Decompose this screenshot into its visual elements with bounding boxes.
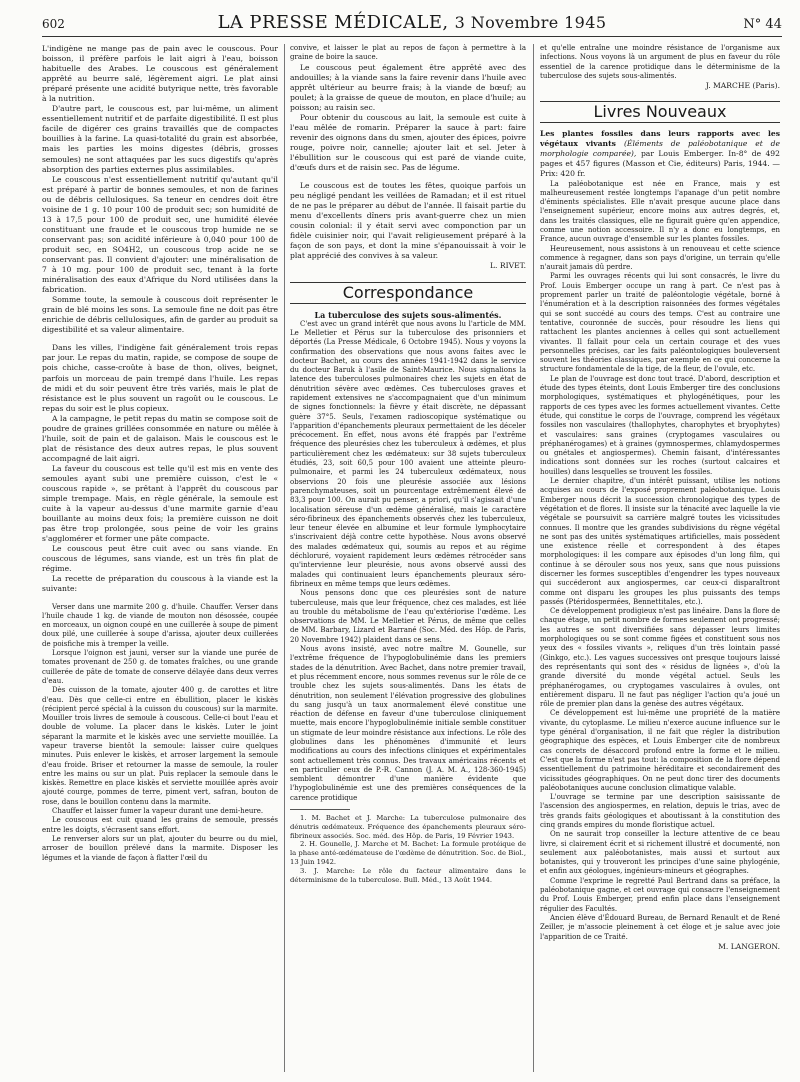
paragraph: Le couscous n'est essentiellement nutritif qu'autant qu'il est préparé à partir de bonnes semoules, et non de farines ou de débris cellulosiques. Sa teneur en cendres doit être voisine de 1 g. 10 pour 100 de produit sec; son humidité de 13 à 17,5 pour 100 de produit sec, une humidité élevée constituant une fraude et le couscous trop humide ne se conservant pas; son acidité inférieure à 0,040 pour 100 de produit sec, en SO4H2, un couscous trop acide ne se conservant pas. Il convient d'ajouter: une minéralisation de 7 à 10 mg. pour 100 de produit sec, tenant à la forte minéralisation des eaux d'Afrique du Nord utilisées dans la fabrication. (42, 174, 278, 295)
book-title: Les plantes fossiles dans leurs rapports avec les végétaux vivants (540, 129, 780, 149)
author-signature: J. MARCHE (Paris). (705, 81, 780, 91)
recipe-paragraph: Verser dans une marmite 200 g. d'huile. Chauffer. Verser dans l'huile chaude 1 kg. de viande de mouton non désossée, coupée en morceaux, un oignon coupé en une cuillerée à soupe de piment doux pilé, une cuillerée à soupe d'arissa, ajouter deux cuillerées de poisfiche mis à tremper la veille. (42, 602, 278, 648)
paragraph: La paléobotanique est née en France, mais y est malheureusement restée longtemps l'apanage d'un petit nombre d'éminents spécialistes. Elle n'avait presque aucune place dans l'enseignement supérieur, encore moins aux autres degrés, et, dans les traités classiques, elle ne figurait guère qu'en appendice, comme une notion accessoire. Il n'y a donc eu longtemps, en France, aucun ouvrage d'ensemble sur les plantes fossiles. (540, 179, 780, 244)
book-subtitle: (Éléments de paléobotanique et de morphologie comparée), (540, 139, 780, 159)
paragraph: Nous pensons donc que ces pleurésies sont de nature tuberculeuse, mais que leur fréquence, chez ces malades, est liée au trouble du métabolisme de l'eau qu'extériorise l'œdème. Les observations de MM. Le Melletier et Pérus, de même que celles de MM. Barbary, Lizard et Barrané (Soc. Méd. des Hôp. de Paris, 20 Novembre 1942) plaident dans ce sens. (290, 589, 526, 644)
column-divider (284, 44, 285, 1072)
paragraph: Heureusement, nous assistons à un renouveau et cette science commence à regagner, dans son pays d'origine, un terrain qu'elle n'aurait jamais dû perdre. (540, 244, 780, 272)
paragraph: et qu'elle entraîne une moindre résistance de l'organisme aux infections. Nous voyons là un argument de plus en faveur du rôle essentiel de la carence protidique dans le déterminisme de la tuberculose des sujets sous-alimentés. (540, 44, 780, 80)
paragraph: Ce développement est lui-même une propriété de la matière vivante, du cytoplasme. Le milieu n'exerce aucune influence sur le type général d'organisation, il ne fait que régler la distribution géographique des espèces, et Louis Emberger cite de nombreux cas concrets de désaccord profond entre la forme et le milieu. C'est que la forme n'est pas tout: la composition de la flore dépend essentiellement du patrimoine héréditaire et secondairement des vicissitudes géographiques. On ne peut donc tirer des documents paléobotaniques aucune conclusion climatique valable. (540, 709, 780, 792)
paragraph: On ne saurait trop conseiller la lecture attentive de ce beau livre, si clairement écrit et si richement illustré et documenté, non seulement aux paléobotanistes, mais aussi et surtout aux botanistes, qui y trouveront les principes d'une saine phylogénie, et enfin aux géologues, ingénieurs-mineurs et géographes. (540, 830, 780, 876)
paragraph: Somme toute, la semoule à couscous doit représenter le grain de blé moins les sons. La semoule fine ne doit pas être enrichie de débris cellulosiques, afin de garder au produit sa digestibilité et sa valeur alimentaire. (42, 295, 278, 335)
paragraph: Parmi les ouvrages récents qui lui sont consacrés, le livre du Prof. Louis Emberger occupe un rang à part. Ce n'est pas à proprement parler un traité de paléontologie végétale, borné à l'énumération et à la description raisonnées des formes végétales qui se sont succédé au cours des temps. C'est au contraire une tentative, couronnée de succès, pour résoudre les liens qui rattachent les plantes anciennes à celles qui sont actuellement vivantes. Il fallait pour cela un certain courage et des vues personnelles précises, car les faits paléontologiques bouleversent souvent les théories classiques, par exemple en ce qui concerne la structure fondamentale de la tige, de la fleur, de l'ovule, etc. (540, 272, 780, 374)
paragraph: Ce développement prodigieux n'est pas linéaire. Dans la flore de chaque étage, un petit nombre de formes seulement ont progressé; les autres se sont diversifiées sans dépasser leurs limites morphologiques ou se sont comme figées et constituent sous nos yeux des « fossiles vivants », reliques d'un très lointain passé (Ginkgo, etc.). Les vagues successives ont presque toujours laissé des représentants qui sont des « résidus de lignées », d'où la grande diversité du monde végétal actuel. Seuls les préphanérogames, ou cryptogames vasculaires à ovules, ont entièrement disparu. Il ne faut pas négliger l'action qu'a joué un rôle de premier plan dans la genèse des autres végétaux. (540, 607, 780, 709)
recipe-paragraph: Chauffer et laisser fumer la vapeur durant une demi-heure. (52, 807, 264, 816)
paragraph: Le couscous peut également être apprêté avec des andouilles; à la viande sans la faire revenir dans l'huile avec apprêt ultérieur au beurre frais; à la viande de bœuf; au poulet; à la graisse de queue de mouton, en place d'huile; au poisson; au raisin sec. (290, 62, 526, 112)
footnote: 2. H. Gounelle, J. Marche et M. Bachet: La formule protéique de la phase anté-œdémateuse de l'œdème de dénutrition. Soc. de Biol., 13 Juin 1942. (290, 840, 526, 867)
issue-date: 3 Novembre 1945 (454, 13, 607, 32)
paragraph: Dans les villes, l'indigène fait généralement trois repas par jour. Le repas du matin, rapide, se compose de soupe de pois chiche, casse-croûte à base de thon, olives, beignet, parfois un morceau de pain trempé dans l'huile. Les repas de midi et du soir peuvent être très variés, mais le plat de résistance est le plus souvent un ragoût ou le couscous. Le repas du soir est le plus copieux. (42, 343, 278, 413)
paragraph: Pour obtenir du couscous au lait, la semoule est cuite à l'eau mêlée de romarin. Préparer la sauce à part: faire revenir des oignons dans du smen, ajouter des épices, poivre rouge, poivre noir, cannelle; ajouter lait et sel. Jeter à l'ébullition sur le couscous qui est paré de viande cuite, d'œufs durs et de raisin sec. Pas de légume. (290, 112, 526, 173)
section-title-correspondance: Correspondance (290, 282, 526, 304)
author-signature: L. RIVET. (490, 261, 526, 271)
column-divider (533, 44, 534, 1072)
paragraph: Le plan de l'ouvrage est donc tout tracé. D'abord, description et étude des types éteints, dont Louis Emberger tire des conclusions morphologiques, systématiques et phylogénétiques, pour les rapports de ces types avec les formes actuellement vivantes. Cette étude, qui constitue le corps de l'ouvrage, comprend les végétaux fossiles non vasculaires (thallophytes, charophytes et bryophytes) et vasculaires: sans graines (cryptogames vasculaires ou préphanérogames) et à graines (gymnospermes, chlamydospermes ou gnétales et angiospermes). Chemin faisant, d'intéressantes indications sont données sur les roches (surtout calcaires et houilles) dans lesquelles se trouvent les fossiles. (540, 374, 780, 476)
page-header (42, 12, 782, 37)
section-title-livres-nouveaux: Livres Nouveaux (540, 101, 780, 123)
paragraph: C'est avec un grand intérêt que nous avons lu l'article de MM. Le Melletier et Pérus sur la tuberculose des prisonniers et déportés (La Presse Médicale, 6 Octobre 1945). Nous y voyons la confirmation des observations que nous avons faites avec le docteur Bachet, au cours des années 1941-1942 dans le service du docteur Baruk à l'asile de Saint-Maurice. Nous signalions la latence des tuberculoses pulmonaires chez les sujets en état de dénutrition sévère avec œdèmes. Ces tuberculoses graves et rapidement extensives ne s'accompagnaient que d'un minimum de signes fonctionnels: la fièvre y était discrète, ne dépassant guère 37°5. Seuls, l'examen radioscopique systématique ou l'apparition d'épanchements pleuraux permettaient de les déceler précocement. En effet, nous avons été frappés par l'extrême fréquence des pleurésies chez les tuberculeux à œdèmes, et plus particulièrement chez les œdémateux: sur 38 sujets tuberculeux étudiés, 23, soit 60,5 pour 100 avaient une atteinte pleuro-pulmonaire, et parmi les 24 tuberculeux œdémateux, nous observions 20 fois une pleurésie associée aux lésions parenchymateuses, soit un pourcentage extrêmement élevé de 83,3 pour 100. On aurait pu penser, a priori, qu'il s'agissait d'une localisation séreuse d'un œdème généralisé, mais le caractère séro-fibrineux des épanchements observés chez les tuberculeux, leur teneur élevée en albumine et leur formule lymphocytaire s'inscrivaient déjà contre cette hypothèse. Nous avons observé des malades œdémateux qui, soumis au repos et au régime déchloruré, voyaient rapidement leurs œdèmes rétrocéder sans qu'intervienne leur pleurésie, nous avons observé aussi des malades qui continuaient leurs épanchements pleuraux séro-fibrineux en même temps que leurs œdèmes. (290, 319, 526, 588)
recipe-paragraph: Dès cuisson de la tomate, ajouter 400 g. de carottes et litre d'eau. Dès que celle-ci entre en ébullition, placer le kiskès (récipient percé spécial à la cuisson du couscous) sur la marmite. Mouiller trois livres de semoule à couscous. Celle-ci bout l'eau et double de volume. La placer dans le kiskès. Luter le joint séparant la marmite et le kiskès avec une serviette mouillée. La vapeur traverse bientôt la semoule: laisser cuire quelques minutes. Puis enlever le kiskès, et arroser largement la semoule d'eau froide. Briser et retourner la masse de semoule, la rouler entre les mains ou sur un plat. Puis replacer la semoule dans le kiskès. Remettre en place kiskès et serviette mouillée après avoir ajouté courge, pommes de terre, piment vert, safran, bouton de rose, dans le bouillon contenu dans la marmite. (42, 686, 278, 806)
column-1 (42, 44, 278, 1074)
paragraph: convive, et laisser le plat au repos de façon à permettre à la graine de boire la sauce. (290, 44, 526, 62)
paragraph: A la campagne, le petit repas du matin se compose soit de poudre de graines grillées consommée en nature ou mêlée à l'huile, soit de pain et de galaison. Mais le couscous est le plat de résistance des deux autres repas, le plus souvent accompagné de lait aigri. (42, 413, 278, 463)
column-3 (540, 44, 780, 1074)
book-details: par Louis Emberger. In-8° de 492 pages et 457 figures (Masson et Cie, éditeurs) Paris, 1944. — Prix: 420 fr. (540, 149, 780, 179)
journal-title (218, 12, 607, 33)
paragraph: La faveur du couscous est telle qu'il est mis en vente des semoules ayant subi une première cuisson, c'est le « couscous rapide », se prêtant à l'apprêt du couscous par simple trempage. Mais, en règle générale, la semoule est cuite à la vapeur au-dessus d'une marmite garnie d'eau bouillante au moins deux fois; la première cuisson ne doit pas être trop prolongée, sous peine de voir les grains s'agglomérer et former une pâte compacte. (42, 463, 278, 544)
paragraph: D'autre part, le couscous est, par lui-même, un aliment essentiellement nutritif et de parfaite digestibilité. Il est plus facile de digérer ces grains travaillés que de compactes bouillies à la farine. La quasi-totalité du grain est absorbée, mais les parties les moins digestes (débris, grosses semoules) ne sont attaquées par les sucs digestifs qu'après absorption des parties externes plus assimilables. (42, 104, 278, 174)
journal-name: LA PRESSE MÉDICALE, (217, 12, 449, 33)
recipe-paragraph: Lorsque l'oignon est jauni, verser sur la viande une purée de tomates provenant de 250 g. de tomates fraîches, ou une grande cuillerée de pâte de tomate de conserve délayée dans deux verres d'eau. (42, 649, 278, 685)
paragraph: L'ouvrage se termine par une description saisissante de l'ascension des angiospermes, en relation, depuis le trias, avec de très grands faits géologiques et aboutissant à la constitution des cinq grands empires du monde floristique actuel. (540, 793, 780, 829)
paragraph: Comme l'exprime le regretté Paul Bertrand dans sa préface, la paléobotanique gagne, et cet ouvrage qui consacre l'enseignement du Prof. Louis Emberger, prend enfin place dans l'enseignement régulier des Facultés. (540, 876, 780, 913)
page-number: 602 (42, 17, 65, 31)
paragraph: La recette de préparation du couscous à la viande est la suivante: (42, 574, 278, 594)
paragraph: Nous avons insisté, avec notre maître M. Gounelle, sur l'extrême fréquence de l'hypoglobulinémie dans les premiers stades de la dénutrition. Avec Bachet, dans notre premier travail, et plus récemment encore, nous sommes revenus sur le rôle de ce trouble chez les sujets sous-alimentés. Dans les états de dénutrition, non seulement l'élévation progressive des globulines du sang jusqu'à un taux anormalement élevé constitue une réaction de défense en faveur d'une tuberculose cliniquement muette, mais encore l'hypoglobulinémie initiale semble constituer un stigmate de leur moindre résistance aux infections. Le rôle des globulines dans les phénomènes d'immunité et leurs modifications au cours des infections cliniques et expérimentales sont actuellement très connus. Des travaux américains récents et en particulier ceux de P.-R. Cannon (J. A. M. A., 128-360-1945) semblent démontrer d'une manière évidente que l'hypoglobulinémie est une des premières conséquences de la carence protidique (290, 645, 526, 802)
paragraph: Le couscous peut être cuit avec ou sans viande. En couscous de légumes, sans viande, est un très fin plat de régime. (42, 544, 278, 574)
article-subheading: La tuberculose des sujets sous-alimentés. (314, 309, 502, 320)
issue-number: N° 44 (743, 17, 782, 32)
paragraph: Le dernier chapitre, d'un intérêt puissant, utilise les notions acquises au cours de l'exposé proprement paléobotanique. Louis Emberger nous décrit la succession chronologique des types de végétation et de flores. Il insiste sur la ténacité avec laquelle la vie végétale se poursuivit sa carrière malgré toutes les vicissitudes connues. Il montre que les grandes subdivisions du règne végétal ne sont pas des unités systématiques artificielles, mais possèdent une existence réelle et correspondent à des étapes morphologiques: il les compare aux épisodes d'un long film, qui continue à se dérouler sous nos yeux, sans que nous puissions discerner les formes susceptibles d'engendrer les types nouveaux qui succéderont aux angiospermes, car ceux-ci disparaîtront comme ont disparu les groupes les plus puissants des temps passés (Ptéridospermées, Bennettitales, etc.). (540, 477, 780, 606)
footnote-rule (290, 809, 350, 810)
paragraph: L'indigène ne mange pas de pain avec le couscous. Pour boisson, il préfère parfois le lait aigri à l'eau, boisson habituelle des Arabes. Le couscous est généralement apprêté au beurre salé, légèrement aigri. Le plat ainsi préparé présente une acidité butyrique nette, très favorable à la nutrition. (42, 44, 278, 104)
author-signature: M. LANGERON. (718, 941, 780, 951)
footnote: 3. J. Marche: Le rôle du facteur alimentaire dans le déterminisme de la tuberculose. Bull. Méd., 13 Août 1944. (290, 866, 526, 884)
book-review-title (540, 129, 780, 179)
paragraph: Le couscous est de toutes les fêtes, quoique parfois un peu négligé pendant les veillées de Ramadan; et il est rituel de ne pas le préparer au début de l'année. Il faisait partie du menu d'excellents dîners pris avant-guerre chez un mien cousin colonial: il y était servi avec componction par un fidèle cuisinier noir, qui l'avait religieusement préparé à la façon de son pays, et dont la mine s'épanouissait à voir le plat apprécié des convives à sa valeur. (290, 181, 526, 261)
recipe-paragraph: Le renverser alors sur un plat, ajouter du beurre ou du miel, arroser de bouillon prélevé dans la marmite. Disposer les légumes et la viande de façon à flatter l'œil du (42, 834, 278, 862)
column-2 (290, 44, 526, 1074)
paragraph: Ancien élève d'Édouard Bureau, de Bernard Renault et de René Zeiller, je m'associe pleinement à cet éloge et je salue avec joie l'apparition de ce Traité. (540, 913, 780, 941)
footnote: 1. M. Bachet et J. Marche: La tuberculose pulmonaire des dénutris œdémateux. Fréquence des épanchements pleuraux séro-fibrineux associés. Soc. méd. des Hôp. de Paris, 19 Février 1943. (290, 814, 526, 840)
recipe-paragraph: Le couscous est cuit quand les grains de semoule, pressés entre les doigts, s'écrasent sans effort. (42, 816, 278, 834)
